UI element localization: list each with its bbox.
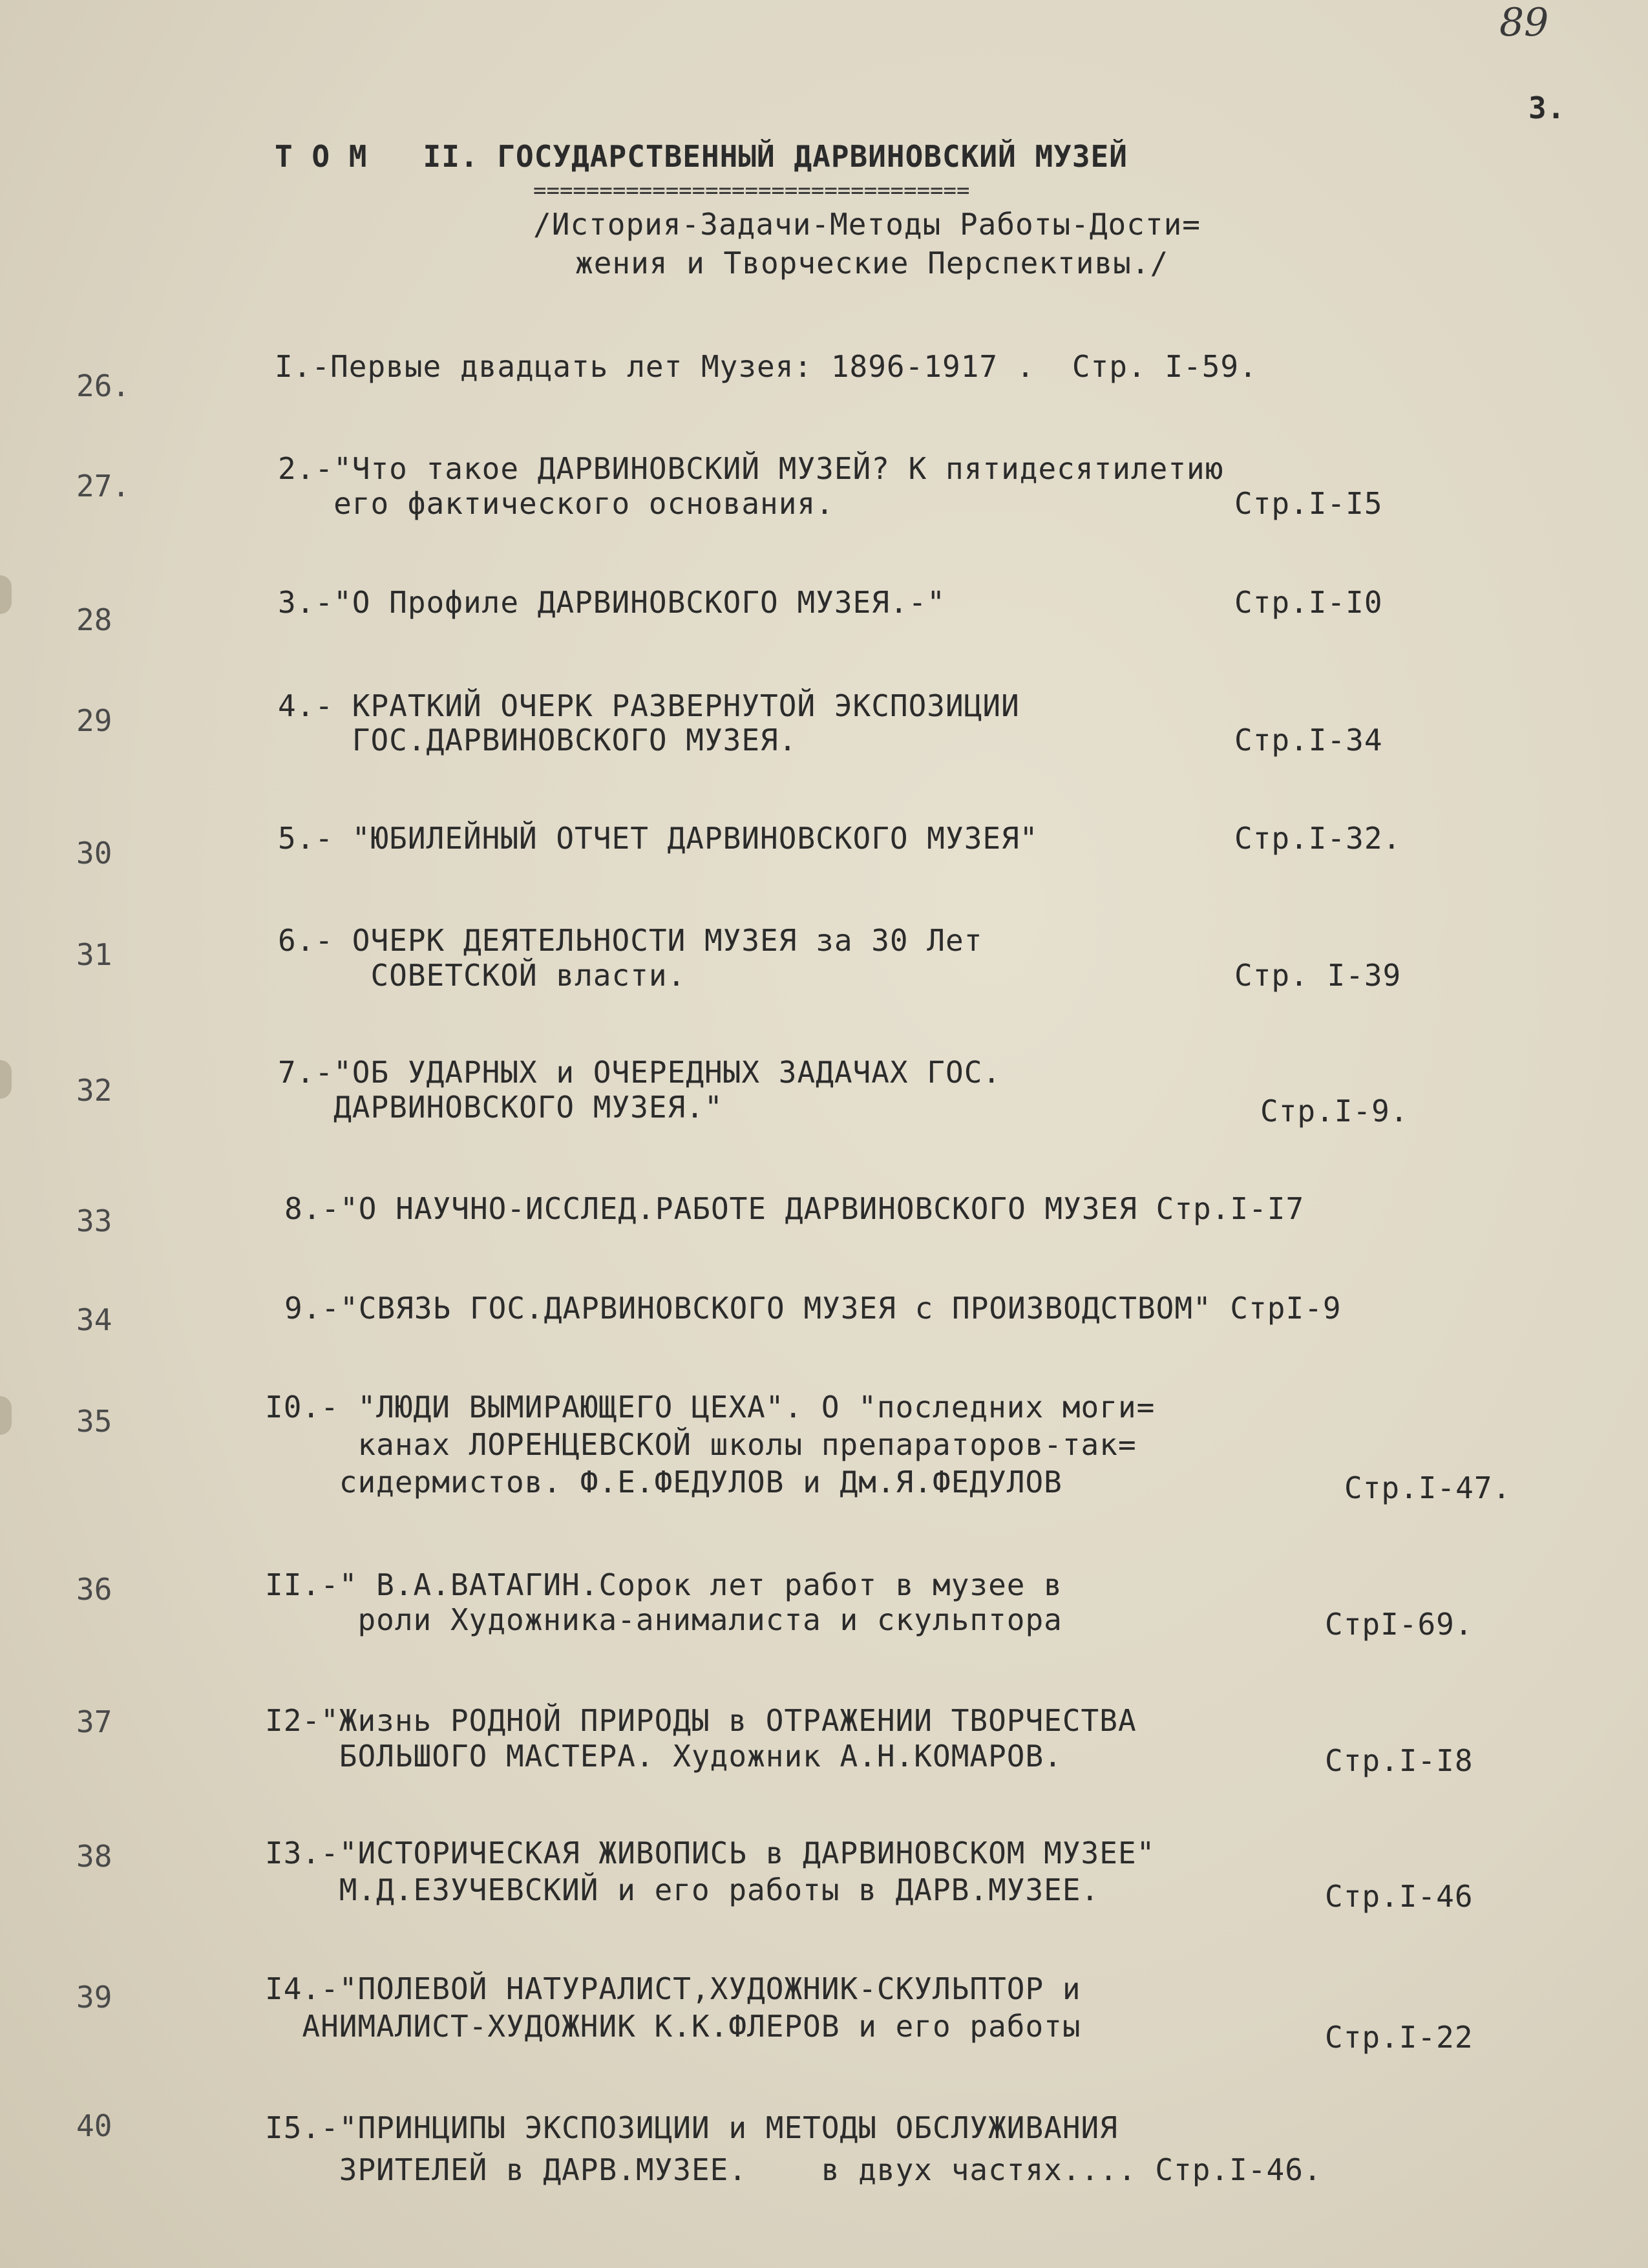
margin-number: 40 [76, 2108, 112, 2143]
toc-entry-line: СОВЕТСКОЙ власти. [278, 958, 686, 993]
margin-number: 35 [76, 1404, 112, 1439]
toc-entry-line: ДАРВИНОВСКОГО МУЗЕЯ." [278, 1090, 723, 1125]
toc-entry-line: I2-"Жизнь РОДНОЙ ПРИРОДЫ в ОТРАЖЕНИИ ТВОРЧЕСТВА [265, 1703, 1137, 1738]
volume-title: Т О М II. ГОСУДАРСТВЕННЫЙ ДАРВИНОВСКИЙ МУЗЕЙ [275, 139, 1128, 174]
margin-number: 30 [76, 836, 112, 871]
margin-number: 28 [76, 602, 112, 637]
page-reference: Стр. I-39 [1234, 958, 1402, 993]
toc-entry-line: роли Художника-анималиста и скульптора [265, 1602, 1062, 1637]
page-reference: Стр.I-I5 [1234, 486, 1383, 521]
page-reference: Стр.I-46 [1325, 1879, 1474, 1914]
margin-number: 37 [76, 1704, 112, 1739]
toc-entry-line: I4.-"ПОЛЕВОЙ НАТУРАЛИСТ,ХУДОЖНИК-СКУЛЬПТОР и [265, 1971, 1081, 2006]
toc-entry-line: 8.-"О НАУЧНО-ИССЛЕД.РАБОТЕ ДАРВИНОВСКОГО МУЗЕЯ Стр.I-I7 [284, 1191, 1305, 1226]
page-number: 3. [1528, 90, 1566, 125]
toc-entry-line: 9.-"СВЯЗЬ ГОС.ДАРВИНОВСКОГО МУЗЕЯ с ПРОИЗВОДСТВОМ" СтрI-9 [284, 1291, 1342, 1326]
margin-number: 31 [76, 937, 112, 972]
subtitle-line-1: /История-Задачи-Методы Работы-Дости= [533, 207, 1201, 242]
toc-entry-line: I0.- "ЛЮДИ ВЫМИРАЮЩЕГО ЦЕХА". О "последних моги= [265, 1390, 1156, 1425]
toc-entry-line: I5.-"ПРИНЦИПЫ ЭКСПОЗИЦИИ и МЕТОДЫ ОБСЛУЖИВАНИЯ [265, 2110, 1118, 2145]
toc-entry-line: 5.- "ЮБИЛЕЙНЫЙ ОТЧЕТ ДАРВИНОВСКОГО МУЗЕЯ" [278, 821, 1039, 856]
page-reference: Стр.I-I0 [1234, 585, 1383, 620]
toc-entry-line: I3.-"ИСТОРИЧЕСКАЯ ЖИВОПИСЬ в ДАРВИНОВСКОМ МУЗЕЕ" [265, 1836, 1156, 1871]
toc-entry-line: М.Д.ЕЗУЧЕВСКИЙ и его работы в ДАРВ.МУЗЕЕ. [265, 1872, 1100, 1907]
margin-number: 32 [76, 1073, 112, 1108]
binding-hole-mark [0, 1060, 12, 1099]
binding-hole-mark [0, 575, 12, 614]
toc-entry-line: канах ЛОРЕНЦЕВСКОЙ школы препараторов-так= [265, 1427, 1137, 1462]
margin-number: 39 [76, 1980, 112, 2015]
toc-entry-line: АНИМАЛИСТ-ХУДОЖНИК К.К.ФЛЕРОВ и его работы [265, 2009, 1081, 2044]
toc-entry-line: 6.- ОЧЕРК ДЕЯТЕЛЬНОСТИ МУЗЕЯ за 30 Лет [278, 923, 983, 958]
page-reference: Стр.I-32. [1234, 821, 1402, 856]
page-reference: Стр.I-9. [1260, 1094, 1409, 1129]
toc-entry-line: II.-" В.А.ВАТАГИН.Сорок лет работ в музее в [265, 1567, 1062, 1602]
margin-number: 27. [76, 469, 131, 503]
toc-entry-line: ЗРИТЕЛЕЙ в ДАРВ.МУЗЕЕ. в двух частях.... Стр.I-46. [265, 2152, 1322, 2187]
margin-number: 36 [76, 1572, 112, 1607]
binding-hole-mark [0, 1396, 12, 1435]
toc-entry-line: 4.- КРАТКИЙ ОЧЕРК РАЗВЕРНУТОЙ ЭКСПОЗИЦИИ [278, 688, 1020, 723]
folio-number: 89 [1499, 0, 1549, 45]
page-reference: Стр.I-I8 [1325, 1743, 1474, 1778]
margin-number: 33 [76, 1203, 112, 1238]
subtitle-line-2: жения и Творческие Перспективы./ [575, 246, 1169, 281]
margin-number: 38 [76, 1839, 112, 1874]
page-reference: Стр.I-34 [1234, 723, 1383, 758]
toc-entry-line: 7.-"ОБ УДАРНЫХ и ОЧЕРЕДНЫХ ЗАДАЧАХ ГОС. [278, 1055, 1002, 1090]
toc-entry-line: 3.-"О Профиле ДАРВИНОВСКОГО МУЗЕЯ.-" [278, 585, 945, 620]
margin-number: 29 [76, 703, 112, 738]
toc-entry-line: его фактического основания. [278, 486, 834, 521]
toc-entry-line: БОЛЬШОГО МАСТЕРА. Художник А.Н.КОМАРОВ. [265, 1739, 1062, 1774]
margin-number: 26. [76, 368, 131, 403]
page-reference: Стр.I-22 [1325, 2020, 1474, 2055]
page-reference: Стр.I-47. [1344, 1470, 1512, 1505]
page-reference: СтрI-69. [1325, 1607, 1474, 1642]
margin-number: 34 [76, 1302, 112, 1337]
toc-entry-line: I.-Первые двадцать лет Музея: 1896-1917 . Стр. I-59. [275, 349, 1258, 384]
toc-entry-line: 2.-"Что такое ДАРВИНОВСКИЙ МУЗЕЙ? К пятидесятилетию [278, 451, 1224, 486]
toc-entry-line: сидермистов. Ф.Е.ФЕДУЛОВ и Дм.Я.ФЕДУЛОВ [265, 1465, 1062, 1500]
toc-entry-line: ГОС.ДАРВИНОВСКОГО МУЗЕЯ. [278, 723, 798, 758]
title-underline: ================================= [533, 178, 970, 204]
